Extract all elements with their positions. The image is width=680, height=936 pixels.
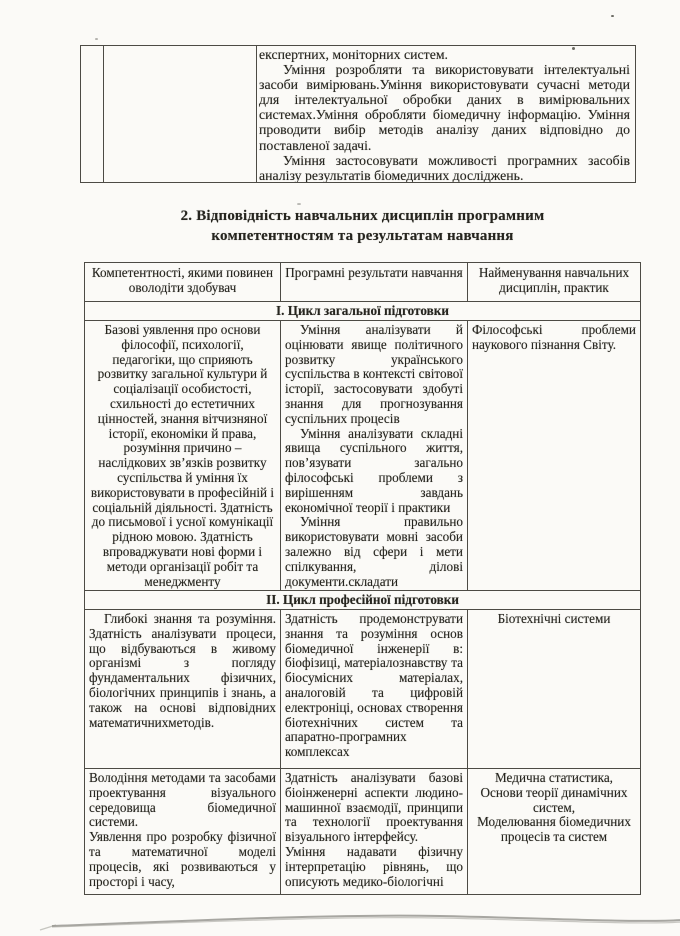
paragraph: Уявлення про розробку фізичної та математичної моделі процесів, які розвиваються у просторі і часу, <box>89 829 276 889</box>
competences-cell: Базові уявлення про основи філософії, психології, педагогіки, що сприяють розвитку загальної культури й соціалізації особистості, схильності до естетичних цінностей, знання вітчизняної історії, економіки й права, розуміння причино – наслідкових зв’язків розвитку суспільства й уміння їх використовувати в професійній і соціальній діяльності. Здатність до письмової і усної комунікації рідною мовою. Здатність впроваджувати нові форми і методи організації робіт та менеджменту <box>85 321 281 590</box>
paragraph: Глибокі знання та розуміння. Здатність аналізувати процеси, що відбуваються в живому організмі з погляду фундаментальних фізичних, біологічних принципів і знань, а також на основі відповідних математичнихметодів. <box>89 611 276 730</box>
scan-shadow-curve <box>0 896 680 936</box>
paragraph: Уміння аналізувати й оцінювати явище політичного розвитку українського суспільства в контексті світової історії, застосовувати здобуті знання для прогнозування суспільних процесів <box>285 322 463 426</box>
section-title-professional: ІІ. Цикл професійної підготовки <box>266 592 459 607</box>
table-row <box>85 321 640 591</box>
section-row-professional-cycle <box>85 591 640 610</box>
section-heading <box>90 206 635 246</box>
continuation-table-results-cell <box>257 46 635 182</box>
paragraph: Уміння надавати фізичну інтерпретацію рівнянь, що описують медико-біологічні <box>285 843 463 889</box>
header-competences: Компетентності, якими повинен оволодіти здобувач <box>85 263 281 301</box>
results-cell <box>281 769 468 894</box>
paragraph: Уміння аналізувати складні явища суспільного життя, пов’язувати загально філософські проблеми з вирішенням завдань економічної теорії і практики <box>285 425 463 515</box>
discipline-line: Основи теорії динамічних систем, <box>480 784 628 815</box>
paragraph: Уміння застосовувати можливості програмних засобів аналізу результатів біомедичних досліджень. <box>259 152 630 182</box>
scan-speck <box>95 38 98 40</box>
header-disciplines: Найменування навчальних дисциплін, практик <box>478 265 630 295</box>
table-header-row <box>85 263 640 302</box>
continuation-table <box>80 45 636 183</box>
section-title-general: І. Цикл загальної підготовки <box>276 303 449 318</box>
scan-speck <box>611 15 614 17</box>
section-row-general-cycle <box>85 302 640 321</box>
disciplines-cell: Біотехнічні системи <box>497 611 611 626</box>
competences-cell <box>85 610 281 768</box>
paragraph: Володіння методами та засобами проектування візуального середовища біомедичної системи. <box>89 770 276 830</box>
section-heading-line1: 2. Відповідність навчальних дисциплін програмним <box>180 208 545 224</box>
results-cell <box>281 610 468 768</box>
disciplines-cell: Філософські проблеми наукового пізнання Світу. <box>472 322 636 352</box>
table-row <box>85 769 640 894</box>
table-row <box>85 610 640 769</box>
discipline-line: Моделювання біомедичних процесів та систем <box>477 814 631 845</box>
continuation-table-empty-col-2 <box>104 46 257 182</box>
paragraph: Уміння розробляти та використовувати інтелектуальні засоби вимірювань.Уміння використовувати сучасні методи для інтелектуальної обробки даних в вимірювальних системах.Уміння обробляти біомедичну інформацію. Уміння проводити вибір методів аналізу даних відповідно до поставленої задачі. <box>259 62 630 153</box>
section-heading-line2: компетентностям та результатам навчання <box>211 228 514 244</box>
paragraph: Здатність аналізувати базові біоінженерні аспекти людино-машинної взаємодії, принципи та технології проектування візуального інтерфейсу. <box>285 770 463 845</box>
paragraph: Здатність продемонструвати знання та розуміння основ біомедичної інженерії в: біофізиці, матеріалознавству та біосумісних матеріалах, аналоговій та цифровій електроніці, основах створення біотехнічних систем та апаратно-програмних комплексах <box>285 611 463 760</box>
correspondence-table <box>84 262 641 895</box>
header-program-results: Програмні результати навчання <box>281 263 468 301</box>
results-cell <box>281 321 468 590</box>
scan-speck <box>297 203 301 205</box>
paragraph: Уміння правильно використовувати мовні засоби залежно від сфери і мети спілкування, ділові документи.складати <box>285 514 463 589</box>
paragraph: експертних, моніторних систем. <box>259 47 448 62</box>
discipline-line: Медична статистика, <box>495 770 613 785</box>
competences-cell <box>85 769 281 894</box>
disciplines-cell <box>468 769 640 894</box>
continuation-table-empty-col-1 <box>81 46 104 182</box>
